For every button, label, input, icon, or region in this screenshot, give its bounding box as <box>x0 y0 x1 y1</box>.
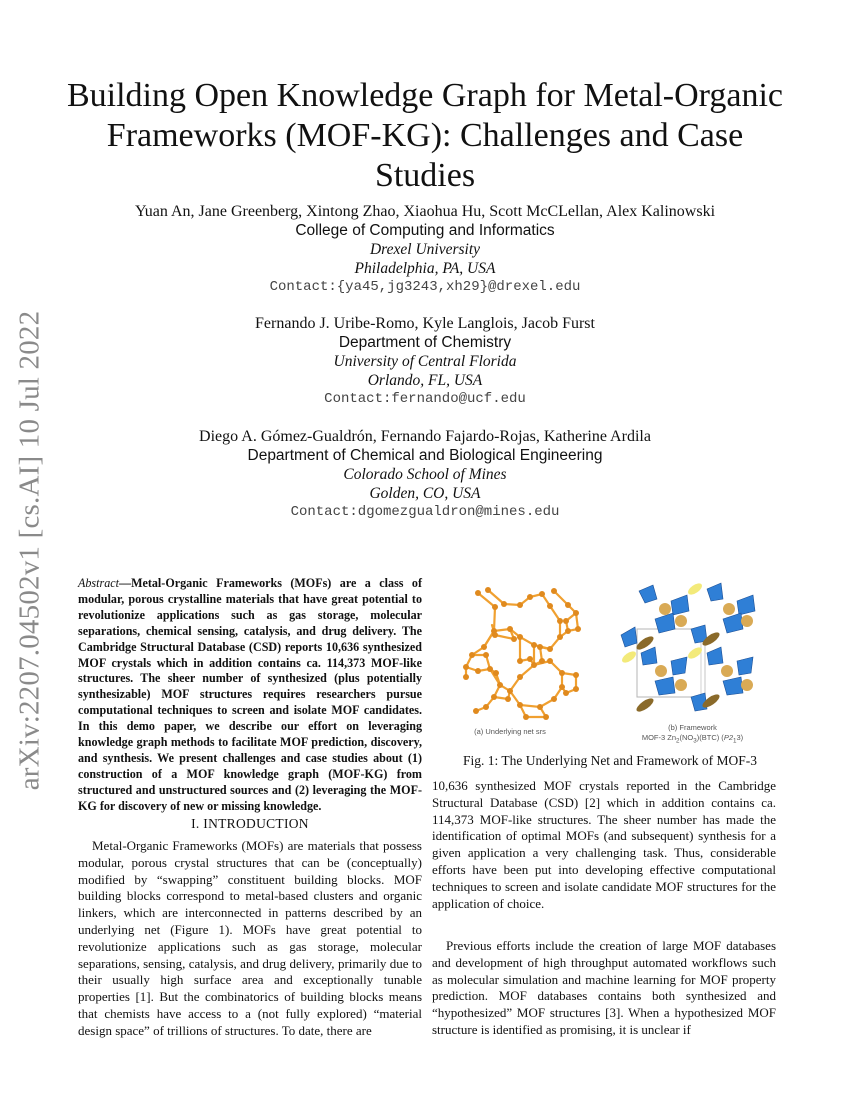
affiliation-ucf <box>100 314 750 409</box>
author-list: Yuan An, Jane Greenberg, Xintong Zhao, Xiaohua Hu, Scott McCLellan, Alex Kalinowski <box>134 203 716 220</box>
intro-paragraph-1: Metal-Organic Frameworks (MOFs) are materials that possess modular, porous crystal structures that can be (conceptually) modified by “swapping” constituent building blocks. MOF building blocks correspond to metal-based clusters and organic linkers, which are interconnected in patterns described by an underlying net (Figure 1). MOFs have great potential to revolutionize applications such as gas storage, molecular separations, sensing, catalysis, and drug delivery, primarily due to their usually high surface area and exceptionally tunable properties [1]. But the combinatorics of building blocks means that chemists have access to a (not fully explored) “material design space” of trillions of structures. To date, there are <box>78 838 422 1038</box>
department: College of Computing and Informatics <box>295 222 555 239</box>
arxiv-identifier-text: arXiv:2207.04502v1 [cs.AI] 10 Jul 2022 <box>13 310 46 790</box>
subcaption-a: (a) Underlying net srs <box>474 727 546 736</box>
figure-1 <box>440 575 780 775</box>
figure-caption: Fig. 1: The Underlying Net and Framework of MOF-3 <box>462 753 758 768</box>
arxiv-identifier-stamp <box>8 300 52 800</box>
location: Golden, CO, USA <box>369 485 481 502</box>
department: Department of Chemical and Biological Engineering <box>247 447 603 464</box>
location: Philadelphia, PA, USA <box>354 260 496 277</box>
institution: Colorado School of Mines <box>343 466 507 483</box>
institution: University of Central Florida <box>333 353 517 370</box>
contact-email: Contact:fernando@ucf.edu <box>324 391 526 407</box>
mof-3-framework-image <box>615 577 785 720</box>
title-line-3: Studies <box>374 157 476 194</box>
intro-paragraph-continued: 10,636 synthesized MOF crystals reported in the Cambridge Structural Database (CSD) [2] which in addition contains ca. 114,373 MOF-like structures. The sheer number has made the identification of optimal MOFs (and subsequent) synthesis for a given application a very challenging task. Thus, considerable efforts have been put into developing effective computational techniques to screen and isolate candidate MOF structures for the application of choice. <box>432 778 776 911</box>
abstract-text: Metal-Organic Frameworks (MOFs) are a class of modular, porous crystalline materials that have great potential to revolutionize applications such as gas storage, molecular separations, chemical sensing, catalysis, and drug delivery. The Cambridge Structural Database (CSD) reports 10,636 synthesized MOF crystals which in addition contains ca. 114,373 MOF-like structures. The sheer number of synthesized (plus potentially synthesizable) MOF structures requires researchers pursue computational techniques to screen and isolate MOF candidates. In this demo paper, we describe our effort on leveraging knowledge graph methods to facilitate MOF prediction, discovery, and synthesis. We present challenges and case studies about (1) construction of a MOF knowledge graph (MOF-KG) from structured and unstructured sources and (2) leveraging the MOF-KG for discovery of new or missing knowledge. <box>78 576 422 813</box>
subcaption-b-formula <box>605 733 780 747</box>
author-list: Fernando J. Uribe-Romo, Kyle Langlois, Jacob Furst <box>255 315 595 332</box>
author-list: Diego A. Gómez-Gualdrón, Fernando Fajardo-Rojas, Katherine Ardila <box>199 428 651 445</box>
affiliation-mines <box>100 427 750 522</box>
contact-email: Contact:dgomezgualdron@mines.edu <box>290 504 560 520</box>
subcaption-b <box>605 723 780 747</box>
paper-title <box>60 76 790 196</box>
contact-email: Contact:{ya45,jg3243,xh29}@drexel.edu <box>269 279 581 295</box>
formula-subscript: 2 <box>676 737 680 745</box>
formula-part: (NO <box>679 733 694 742</box>
abstract-label: Abstract <box>78 576 119 590</box>
location: Orlando, FL, USA <box>367 372 483 389</box>
formula-part: MOF-3 Zn <box>641 733 677 742</box>
formula-part: )(BTC) ( <box>696 733 724 742</box>
title-line-2: Frameworks (MOF-KG): Challenges and Case <box>106 117 744 154</box>
formula-subscript: 3 <box>693 737 697 745</box>
abstract <box>78 576 422 815</box>
affiliation-drexel <box>100 202 750 297</box>
institution: Drexel University <box>369 241 481 258</box>
section-heading-introduction: I. INTRODUCTION <box>191 816 309 831</box>
formula-subscript: 1 <box>733 737 737 745</box>
department: Department of Chemistry <box>338 334 512 351</box>
space-group: P2 <box>723 733 733 742</box>
subcaption-b-label: (b) Framework <box>668 723 717 732</box>
intro-paragraph-2: Previous efforts include the creation of large MOF databases and development of high throughput automated workflows such as molecular simulation and machine learning for MOF property prediction. MOF databases contains both synthesized and “hypothesized” MOF structures [3]. When a hypothesized MOF structure is identified as promising, it is unclear if <box>432 938 776 1037</box>
abstract-dash: — <box>118 576 132 590</box>
formula-part: 3) <box>736 733 744 742</box>
title-line-1: Building Open Knowledge Graph for Metal-Organic <box>66 77 784 114</box>
underlying-net-srs-image <box>450 577 600 720</box>
